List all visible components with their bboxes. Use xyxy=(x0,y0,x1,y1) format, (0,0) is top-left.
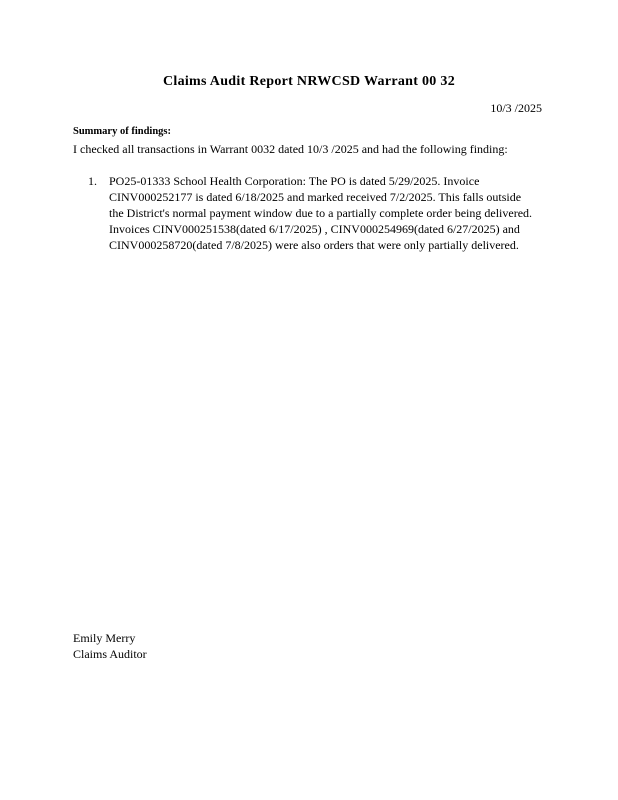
findings-list xyxy=(88,173,548,253)
auditor-role: Claims Auditor xyxy=(73,647,147,661)
finding-item xyxy=(88,173,548,253)
finding-line: PO25-01333 School Health Corporation: The PO is dated 5/29/2025. Invoice xyxy=(109,174,480,188)
finding-line: CINV000252177 is dated 6/18/2025 and marked received 7/2/2025. This falls outside xyxy=(109,190,522,204)
intro-paragraph: I checked all transactions in Warrant 0032 dated 10/3 /2025 and had the following finding: xyxy=(73,142,508,156)
finding-line: CINV000258720(dated 7/8/2025) were also orders that were only partially delivered. xyxy=(109,238,519,252)
report-title: Claims Audit Report NRWCSD Warrant 00 32 xyxy=(162,74,456,89)
report-date: 10/3 /2025 xyxy=(490,101,542,115)
signature-block xyxy=(73,630,147,662)
summary-heading: Summary of findings: xyxy=(73,126,172,137)
finding-line: Invoices CINV000251538(dated 6/17/2025) , CINV000254969(dated 6/27/2025) and xyxy=(109,222,520,236)
finding-number: 1. xyxy=(88,174,97,188)
finding-line: the District's normal payment window due to a partially complete order being delivered. xyxy=(109,206,533,220)
auditor-name: Emily Merry xyxy=(73,631,136,645)
